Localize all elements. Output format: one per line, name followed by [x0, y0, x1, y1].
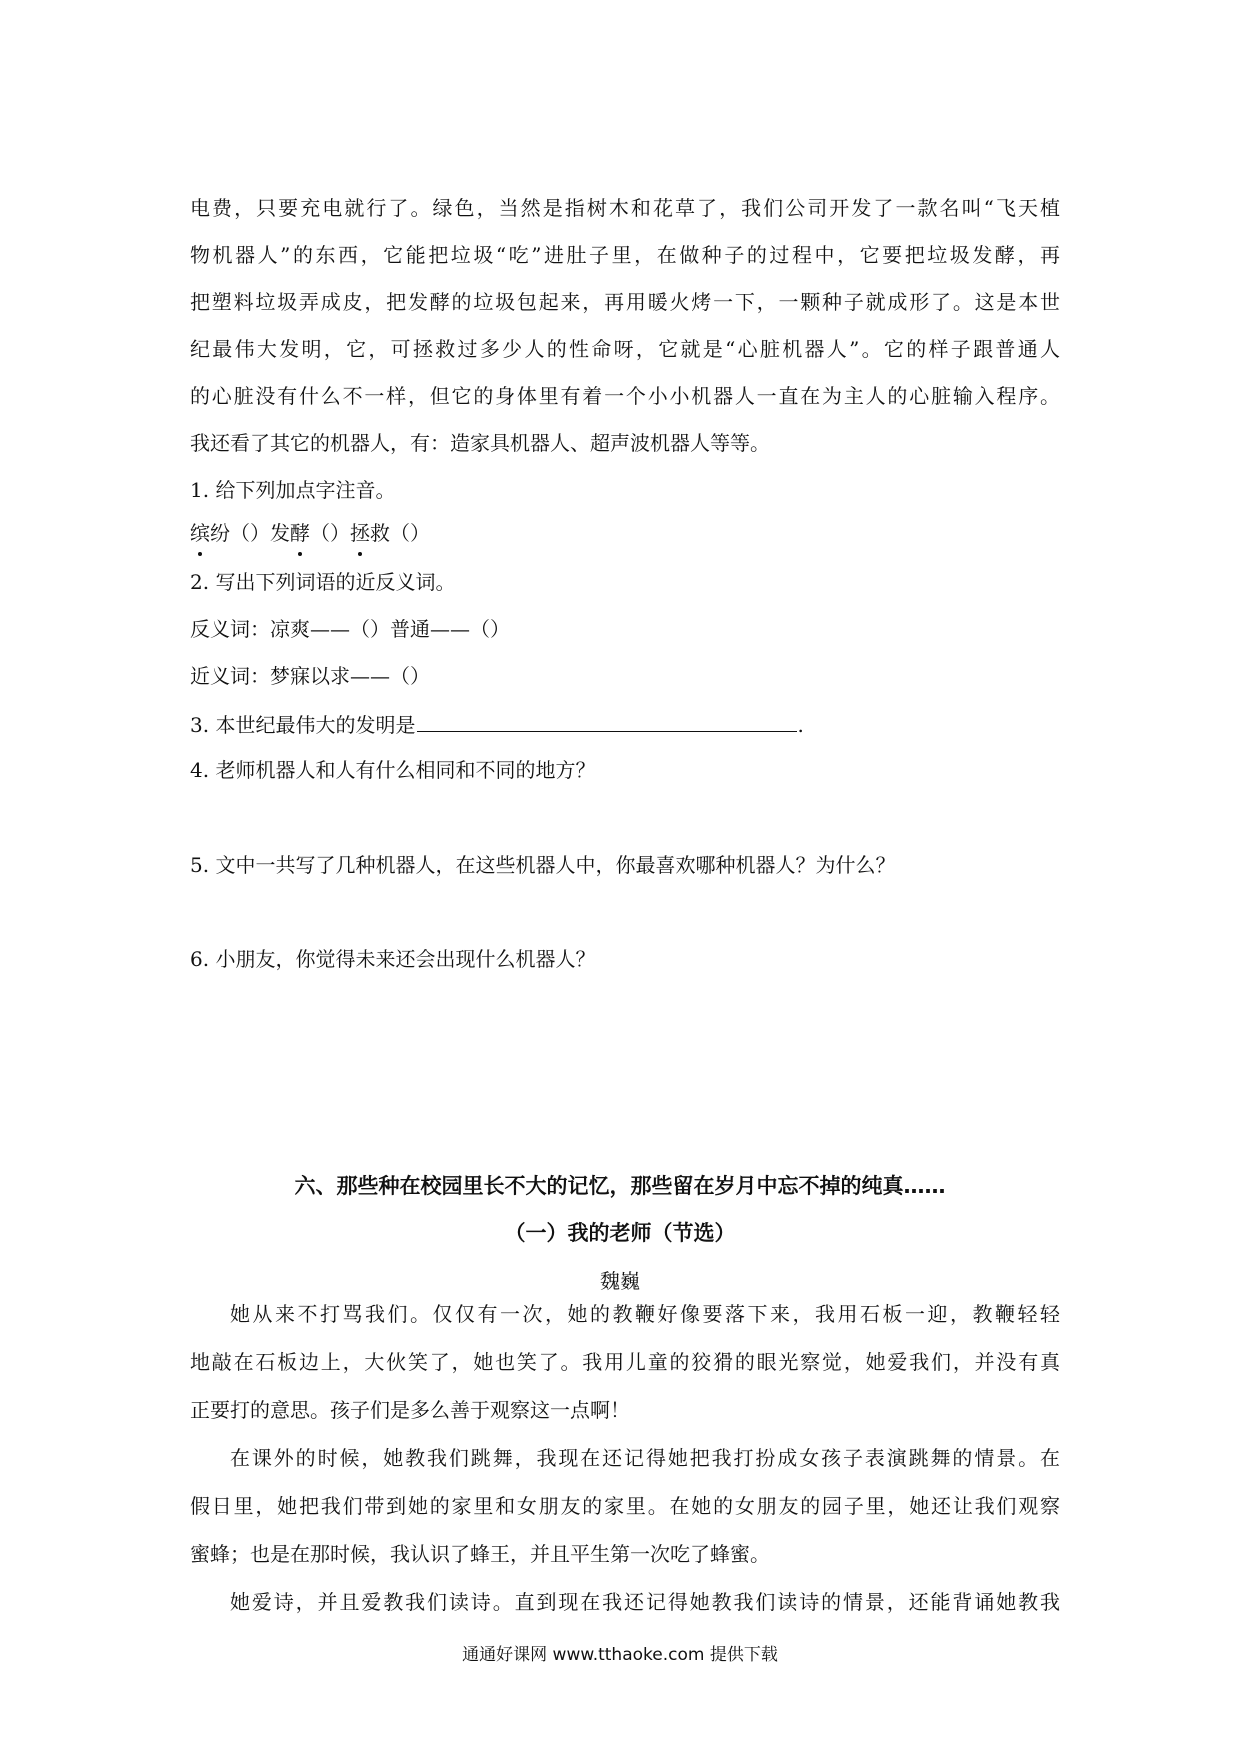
author-name: 魏巍 [600, 1269, 640, 1293]
question-1-prompt: 1. 给下列加点字注音。 [190, 478, 396, 502]
question-1-item-text: （） [310, 521, 350, 545]
page-footer: 通通好课网 www.tthaoke.com 提供下载 [462, 1645, 778, 1665]
question-2-synonyms: 近义词：梦寐以求——（） [190, 664, 430, 688]
question-1-items [190, 519, 430, 547]
question-6: 6. 小朋友，你觉得未来还会出现什么机器人？ [190, 947, 596, 971]
section-subtitle: （一）我的老师（节选） [504, 1221, 736, 1245]
passage2-line-6: 蜜蜂；也是在那时候，我认识了蜂王，并且平生第一次吃了蜂蜜。 [190, 1542, 770, 1566]
passage2-line-3: 正要打的意思。孩子们是多么善于观察这一点啊！ [190, 1398, 630, 1422]
question-1-item-text: 发 [270, 521, 290, 545]
passage1-line-2: 物机器人”的东西，它能把垃圾“吃”进肚子里，在做种子的过程中，它要把垃圾发酵，再 [190, 243, 1060, 267]
passage2-line-2: 地敲在石板边上，大伙笑了，她也笑了。我用儿童的狡猾的眼光察觉，她爱我们，并没有真 [190, 1350, 1060, 1374]
passage2-line-7: 她爱诗，并且爱教我们读诗。直到现在我还记得她教我们读诗的情景，还能背诵她教我 [230, 1590, 1060, 1614]
dotted-char: 酵 [290, 521, 310, 545]
passage2-line-5: 假日里，她把我们带到她的家里和女朋友的家里。在她的女朋友的园子里，她还让我们观察 [190, 1494, 1060, 1518]
dotted-char: 缤 [190, 521, 210, 545]
question-2-antonyms: 反义词：凉爽——（）普通——（） [190, 617, 510, 641]
passage1-line-6: 我还看了其它的机器人，有：造家具机器人、超声波机器人等等。 [190, 431, 770, 455]
question-2-prompt: 2. 写出下列词语的近反义词。 [190, 570, 456, 594]
answer-blank-line [417, 709, 797, 732]
passage1-line-3: 把塑料垃圾弄成皮，把发酵的垃圾包起来，再用暖火烤一下，一颗种子就成形了。这是本世 [190, 290, 1060, 314]
question-3 [190, 709, 804, 739]
question-3-prompt: 3. 本世纪最伟大的发明是 [190, 713, 416, 737]
passage1-line-4: 纪最伟大发明，它，可拯救过多少人的性命呀，它就是“心脏机器人”。它的样子跟普通人 [190, 337, 1060, 361]
section-title: 六、那些种在校园里长不大的记忆，那些留在岁月中忘不掉的纯真…… [294, 1174, 946, 1198]
question-1-item-text: 救（） [370, 521, 430, 545]
passage2-line-1: 她从来不打骂我们。仅仅有一次，她的教鞭好像要落下来，我用石板一迎，教鞭轻轻 [230, 1302, 1060, 1326]
passage1-line-5: 的心脏没有什么不一样，但它的身体里有着一个小小机器人一直在为主人的心脏输入程序。 [190, 384, 1060, 408]
dotted-char: 拯 [350, 521, 370, 545]
question-4: 4. 老师机器人和人有什么相同和不同的地方？ [190, 758, 596, 782]
question-5: 5. 文中一共写了几种机器人，在这些机器人中，你最喜欢哪种机器人？为什么？ [190, 853, 896, 877]
question-3-end: . [797, 713, 804, 737]
question-1-item-text: 纷（） [210, 521, 270, 545]
passage1-line-1: 电费，只要充电就行了。绿色，当然是指树木和花草了，我们公司开发了一款名叫“飞天植 [190, 196, 1060, 220]
passage2-line-4: 在课外的时候，她教我们跳舞，我现在还记得她把我打扮成女孩子表演跳舞的情景。在 [230, 1446, 1060, 1470]
